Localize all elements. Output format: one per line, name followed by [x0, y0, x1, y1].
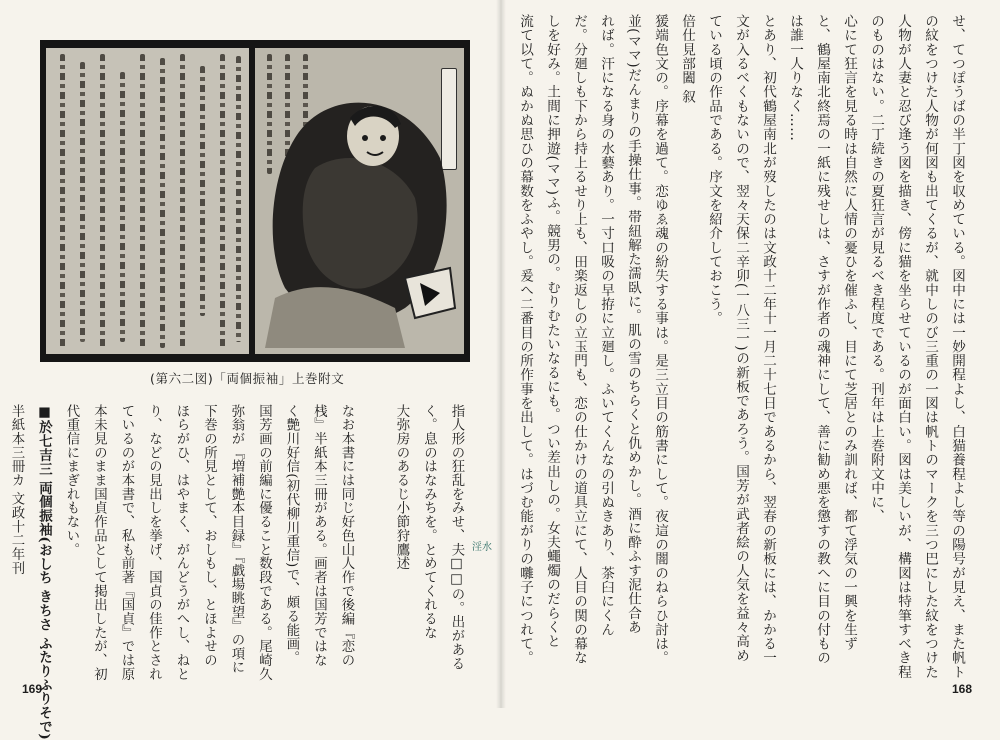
illustration-figure-panel: [255, 48, 464, 354]
text-line: ほらがひ、はやまく、がんどうがへし、ねと: [174, 404, 189, 681]
quote-line: は誰一人りなく……: [787, 14, 803, 142]
text-line: 桟』半紙本三冊がある。画者は国芳ではな: [311, 404, 327, 668]
text-line: 人物が人妻と忍び逢う図を描き、傍に猫を坐らせているのが面白い。図は美しいが、構図は特筆すべき程: [895, 14, 911, 680]
text-line: ている頃の作品である。序文を紹介しておこう。: [706, 14, 722, 326]
preface-line: 並(ママ)だんまりの手操仕事。帯紐解た濡臥に。肌の雪のちらくと仇めかし。酒に酔ふす泥仕合あ: [625, 14, 641, 635]
text-line: く艶川好信(初代柳川重信)で、頗る能画。: [284, 404, 299, 665]
entry-meta: 半紙本三冊カ 文政十二年刊: [9, 404, 24, 575]
text-line: 本未見のまま国貞作品として掲出したが、初: [91, 404, 107, 681]
quote-line: と、鶴屋南北終焉の一紙に残せしは、さすが作者の魂神にして、善に勧め悪を懲すの教へに目の付もの: [814, 14, 830, 665]
woodblock-illustration: [40, 40, 470, 362]
preface-signature: 大弥房のあるじ小節狩鷹述: [394, 404, 409, 571]
text-line: 弥翁が『増補艶本目録』『戯場眺望』の項に: [229, 404, 244, 675]
page-number-left: 169: [22, 682, 43, 696]
quote-line: 心にて狂言を見る時は自然に人情の憂ひを催ふし、目にて芝居とのみ訓れば、都て浮気の一興を生ず: [841, 14, 857, 651]
preface-line: れば。汗になる身の水藝あり。一寸口吸の早拵に立廻し。ふいてくんなの引ぬきあり、茶臼にくん: [598, 14, 614, 637]
book-spine: [496, 0, 506, 708]
text-line: ているのが本書で、私も前著『国貞』では原: [119, 404, 134, 681]
illustration-text-panel: [46, 48, 249, 354]
figure-drawing: [255, 48, 464, 354]
preface-line: しを好み。土間に押遊(ママ)ふ。競男の。むりむたいなるにも。つい差出しの。女夫蠅燭のだらくと: [544, 14, 560, 649]
right-page-body: [512, 14, 970, 680]
figure-caption: (第六二図)「両個振袖」上巻附文: [150, 371, 345, 386]
text-line: のものはない。二丁続きの夏狂言が見るべき程度である。刊年は上巻附文中に、: [868, 14, 884, 524]
text-line: の紋をつけた人物が何図も出てくるが、就中しのび三重の一図は帆トのマークを三つ巴にした紋をつけた: [922, 14, 938, 680]
preface-title: 倍仕見部闔 叙: [679, 14, 695, 104]
text-line: なお本書には同じ好色山人作で後編『恋の: [339, 404, 354, 668]
text-line: 文が入るべくもないので、翌々天保二辛卯(一八三一)の新板であろう。国芳が武者絵の人気を益々高め: [733, 14, 749, 663]
handwritten-annotation: 淫水: [472, 542, 492, 553]
text-line: 下巻の所見として、おしもし、とほよせの: [201, 404, 217, 668]
text-line: り、などの見出しを挙げ、国貞の佳作とされ: [146, 404, 162, 681]
text-line: せ、てつぽうばの半丁図を収めている。図中には一妙開程よし、白猫養程よし等の陽号が見え、また帆ト: [949, 14, 965, 680]
text-line: 代重信にまぎれもない。: [64, 404, 79, 557]
entry-heading: ■於七吉三 両個振袖(おしち きちさ ふたりふりそで): [36, 404, 53, 740]
preface-line: 猨端色文の。序幕を過て。恋ゆゑ魂の紛失する事は。是三立目の筋書にして。夜這の闇のねらひ討は。: [652, 14, 668, 665]
page-number-right: 168: [952, 682, 973, 696]
preface-line: く。息のはなみちを。とめてくれるな: [421, 404, 437, 640]
text-line: 国芳画の前編に優ること数段である。尾崎久: [256, 404, 272, 681]
text-line: [0, 404, 3, 666]
preface-line: 指人形の狂乱をみせ、夫□□の。出がある: [449, 404, 464, 671]
preface-line: だ。分廻しも下から持上るせり上も、田楽返しの立玉門も、恋の仕かけの道具立にて、人目の関の幕な: [571, 14, 587, 665]
preface-line: 流て以て。ぬかぬ思ひの幕数をふやし。爰へ二番目の所作事を出して。はづむ能がりの囃子につれて。: [517, 14, 533, 665]
text-line: とあり、初代鶴屋南北が歿したのは文政十二年十一月二十七日であるから、翌春の新板には、かかる一: [760, 14, 776, 665]
